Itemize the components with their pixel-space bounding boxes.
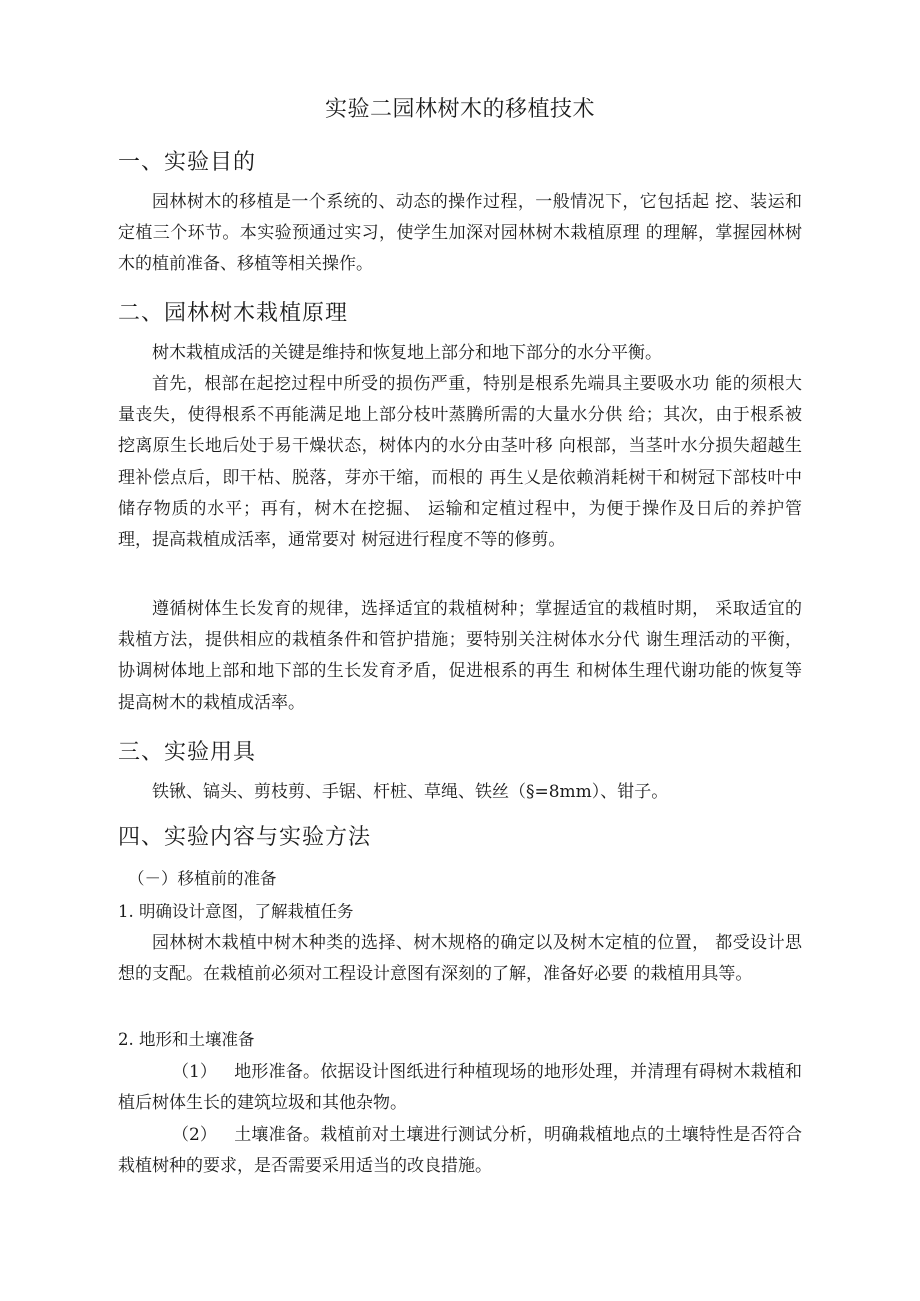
list-item-soil: [118, 1120, 802, 1182]
paragraph-tools: 铁锹、镐头、剪枝剪、手锯、杆桩、草绳、铁丝（§=8mm）、钳子。: [152, 782, 669, 802]
paragraph-design-intent: 园林树木栽植中树木种类的选择、树木规格的确定以及树木定植的位置， 都受设计思想的支配。在栽植前必须对工程设计意图有深刻的了解，准备好必要 的栽植用具等。: [118, 933, 802, 985]
item-2-title: 2. 地形和土壤准备: [118, 1030, 255, 1049]
section-heading-methods: 四、实验内容与实验方法: [118, 825, 372, 850]
list-item-terrain: [118, 1057, 802, 1119]
item-1-title: 1. 明确设计意图，了解栽植任务: [118, 902, 354, 921]
paragraph-principle-detail: 首先，根部在起挖过程中所受的损伤严重，特别是根系先端具主要吸水功 能的须根大量丧失，使得根系不再能满足地上部分枝叶蒸腾所需的大量水分供 给；其次，由于根系被挖离原生长地后处于易干燥状态，树体内的水分由茎叶移 向根部，当茎叶水分损失超越生理补偿点后，即干枯、脱落，芽亦干缩，而根的 再生乂是依赖消耗树干和树冠下部枝叶中储存物质的水平；再有，树木在挖掘、 运输和定植过程中，为便于操作及日后的养护管理，提高栽植成活率，通常要对 树冠进行程度不等的修剪。: [118, 374, 802, 551]
subsection-preparation: （－）移植前的准备: [128, 869, 277, 888]
section-heading-principle: 二、园林树木栽植原理: [118, 301, 349, 326]
list-item-text: 土壤准备。栽植前对土壤进行测试分析，明确栽植地点的土壤特性是否符合栽植树种的要求，是否需要采用适当的改良措施。: [118, 1125, 802, 1177]
paragraph-principle-rules: 遵循树体生长发育的规律，选择适宜的栽植树种；掌握适宜的栽植时期， 采取适宜的栽植方法，提供相应的栽植条件和管护措施；要特别关注树体水分代 谢生理活动的平衡，协调树体地上部和地下部的生长发育矛盾，促进根系的再生 和树体生理代谢功能的恢复等提高树木的栽植成活率。: [118, 599, 802, 713]
list-item-number: （1）: [172, 1062, 217, 1082]
section-heading-tools: 三、实验用具: [118, 740, 257, 765]
list-item-number: （2）: [172, 1125, 217, 1145]
section-heading-purpose: 一、实验目的: [118, 150, 257, 175]
document-title: 实验二园林树木的移植技术: [324, 97, 595, 122]
paragraph-purpose: 园林树木的移植是一个系统的、动态的操作过程，一般情况下，它包括起 挖、装运和定植三个环节。本实验预通过实习，使学生加深对园林树木栽植原理 的理解，掌握园林树木的植前准备、移植等相关操作。: [118, 192, 802, 275]
list-item-text: 地形准备。依据设计图纸进行种植现场的地形处理，并清理有碍树木栽植和植后树体生长的建筑垃圾和其他杂物。: [118, 1062, 802, 1114]
paragraph-principle-key: 树木栽植成活的关键是维持和恢复地上部分和地下部分的水分平衡。: [152, 343, 662, 363]
